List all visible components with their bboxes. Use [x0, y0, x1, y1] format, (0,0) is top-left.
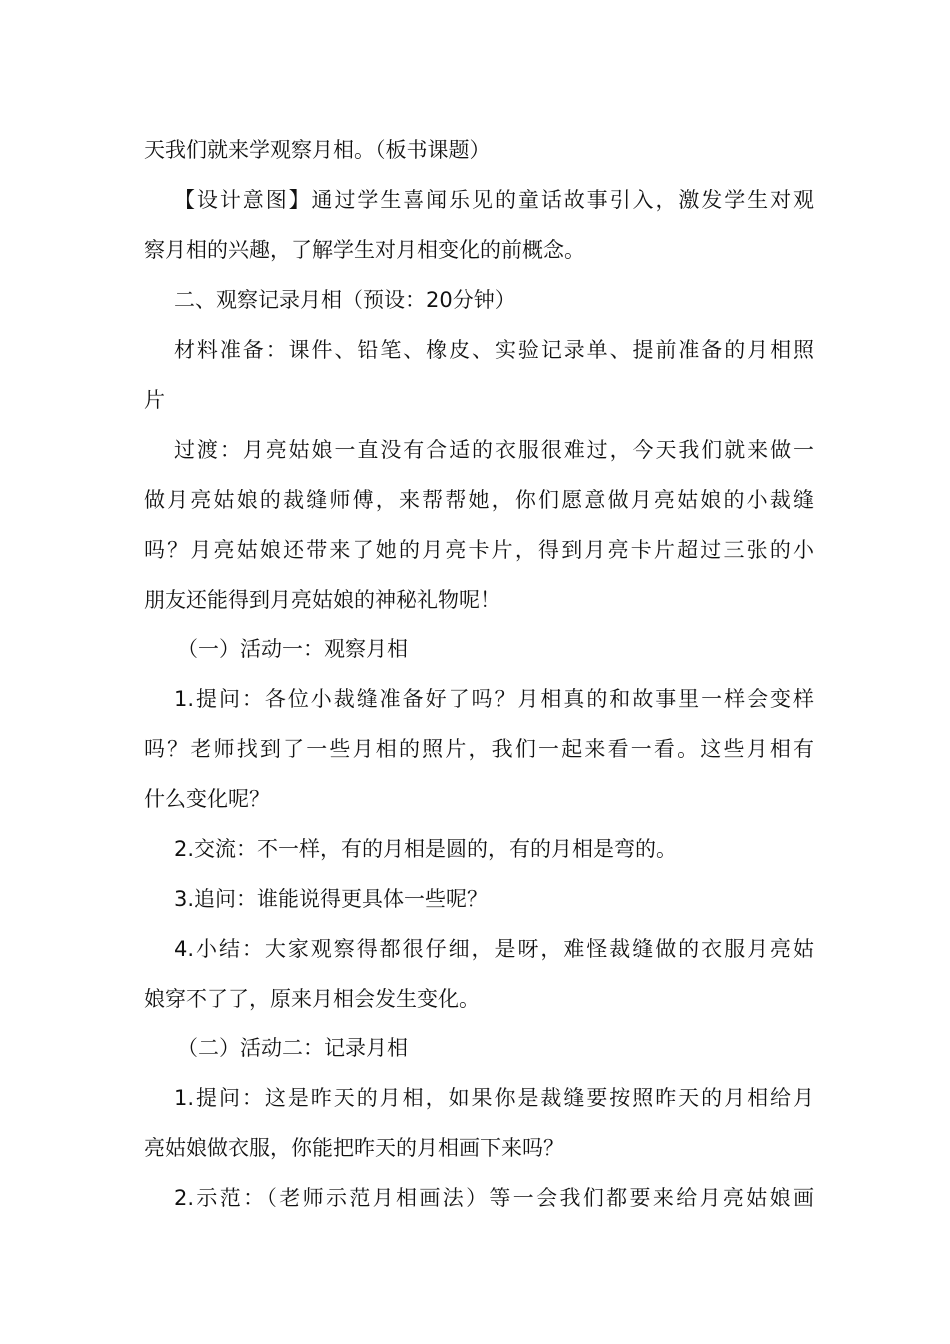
text-line: 做月亮姑娘的裁缝师傅，来帮帮她，你们愿意做月亮姑娘的小裁缝	[144, 488, 814, 512]
text-line: 片	[144, 388, 165, 412]
text-line: 材料准备：课件、铅笔、橡皮、实验记录单、提前准备的月相照	[174, 338, 814, 362]
text-line: 吗？月亮姑娘还带来了她的月亮卡片，得到月亮卡片超过三张的小	[144, 538, 814, 562]
text-line: 【设计意图】通过学生喜闻乐见的童话故事引入，激发学生对观	[174, 188, 814, 212]
text-line: 过渡：月亮姑娘一直没有合适的衣服很难过，今天我们就来做一	[174, 438, 814, 462]
text-line: 1.提问：各位小裁缝准备好了吗？月相真的和故事里一样会变样	[174, 687, 814, 711]
text-line: 什么变化呢？	[144, 787, 270, 811]
section-heading: 二、观察记录月相（预设：20分钟）	[174, 288, 516, 312]
text-line: 察月相的兴趣，了解学生对月相变化的前概念。	[144, 238, 585, 262]
subsection-heading: （一）活动一：观察月相	[177, 637, 408, 661]
text-line: 1.提问：这是昨天的月相，如果你是裁缝要按照昨天的月相给月	[174, 1086, 814, 1110]
text-line: 天我们就来学观察月相。（板书课题）	[144, 138, 491, 162]
subsection-heading: （二）活动二：记录月相	[177, 1036, 408, 1060]
text-line: 3.追问：谁能说得更具体一些呢？	[174, 887, 489, 911]
text-line: 2.示范：（老师示范月相画法）等一会我们都要来给月亮姑娘画	[174, 1186, 814, 1210]
text-line: 2.交流：不一样，有的月相是圆的，有的月相是弯的。	[174, 837, 678, 861]
text-line: 4.小结：大家观察得都很仔细，是呀，难怪裁缝做的衣服月亮姑	[174, 937, 814, 961]
text-line: 朋友还能得到月亮姑娘的神秘礼物呢！	[144, 588, 501, 612]
text-line: 吗？老师找到了一些月相的照片，我们一起来看一看。这些月相有	[144, 737, 814, 761]
text-line: 亮姑娘做衣服，你能把昨天的月相画下来吗？	[144, 1136, 564, 1160]
text-line: 娘穿不了了，原来月相会发生变化。	[144, 987, 480, 1011]
